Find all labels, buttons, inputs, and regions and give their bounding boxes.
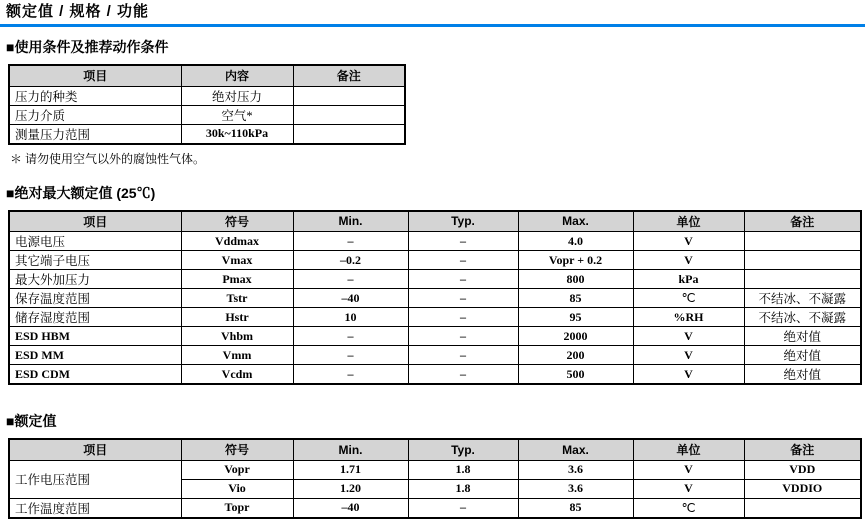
table-cell: 3.6 [518, 460, 633, 479]
table-header-row [9, 65, 405, 86]
column-header: 备注 [744, 439, 861, 460]
table-row [9, 346, 861, 365]
table-cell: 500 [518, 365, 633, 385]
column-header: Min. [293, 211, 408, 232]
table-cell: – [408, 346, 518, 365]
table-cell: V [633, 365, 744, 385]
table-cell: 压力的种类 [9, 86, 181, 105]
table-cell: – [293, 365, 408, 385]
table-cell: 3.6 [518, 479, 633, 498]
table-cell: 4.0 [518, 232, 633, 251]
table-cell [744, 270, 861, 289]
table-cell: 绝对值 [744, 346, 861, 365]
table-row [9, 460, 861, 479]
table-cell: VDDIO [744, 479, 861, 498]
table-cell: – [408, 289, 518, 308]
column-header: Max. [518, 211, 633, 232]
table-cell: 85 [518, 498, 633, 518]
column-header: Max. [518, 439, 633, 460]
table-cell: 绝对值 [744, 365, 861, 385]
table-cell: 10 [293, 308, 408, 327]
table-row [9, 251, 861, 270]
column-header: 备注 [293, 65, 405, 86]
table-cell: 800 [518, 270, 633, 289]
column-header: 项目 [9, 65, 181, 86]
table-cell: 绝对压力 [181, 86, 293, 105]
table-cell: –40 [293, 498, 408, 518]
table-cell: – [408, 498, 518, 518]
table-cell: 1.8 [408, 460, 518, 479]
table-cell: 不结冰、不凝露 [744, 289, 861, 308]
table-cell [744, 498, 861, 518]
table-cell: Pmax [181, 270, 293, 289]
table-row [9, 232, 861, 251]
table-cell: VDD [744, 460, 861, 479]
table-cell: Vopr [181, 460, 293, 479]
table-cell: V [633, 251, 744, 270]
section-heading-absolute-maximum-ratings: ■绝对最大额定值 (25℃) [6, 184, 156, 201]
table-cell [293, 124, 405, 144]
table-cell: 其它端子电压 [9, 251, 181, 270]
table-cell: ESD HBM [9, 327, 181, 346]
table-cell: 压力介质 [9, 105, 181, 124]
table-row [9, 327, 861, 346]
page-title: 额定值 / 规格 / 功能 [6, 3, 150, 20]
table-row [9, 105, 405, 124]
table-cell: 电源电压 [9, 232, 181, 251]
table-row [9, 270, 861, 289]
table-cell: V [633, 232, 744, 251]
table-cell: ℃ [633, 498, 744, 518]
table-row [9, 124, 405, 144]
table-row [9, 289, 861, 308]
table-cell: 工作电压范围 [9, 460, 181, 498]
usage-conditions-footnote: ＊ 请勿使用空气以外的腐蚀性气体。 [10, 151, 206, 166]
section-heading-ratings: ■额定值 [6, 413, 57, 429]
table-cell: 2000 [518, 327, 633, 346]
section-usage-conditions [0, 39, 865, 167]
column-header: 项目 [9, 211, 181, 232]
title-accent-rule [0, 24, 865, 27]
column-header: Typ. [408, 211, 518, 232]
table-cell: 最大外加压力 [9, 270, 181, 289]
table-cell: kPa [633, 270, 744, 289]
table-row [9, 308, 861, 327]
table-cell: – [408, 327, 518, 346]
table-cell: ℃ [633, 289, 744, 308]
table-cell: Hstr [181, 308, 293, 327]
table-row [9, 365, 861, 385]
table-cell: – [408, 270, 518, 289]
table-cell: ESD MM [9, 346, 181, 365]
column-header: 符号 [181, 211, 293, 232]
table-cell: Vio [181, 479, 293, 498]
table-header-row [9, 439, 861, 460]
table-cell: – [408, 365, 518, 385]
table-cell: 85 [518, 289, 633, 308]
table-cell: 不结冰、不凝露 [744, 308, 861, 327]
table-cell: 保存温度范围 [9, 289, 181, 308]
table-cell: –0.2 [293, 251, 408, 270]
column-header: Typ. [408, 439, 518, 460]
table-cell: V [633, 460, 744, 479]
table-cell: –40 [293, 289, 408, 308]
table-cell: %RH [633, 308, 744, 327]
table-cell: 200 [518, 346, 633, 365]
table-cell: 空气* [181, 105, 293, 124]
table-cell [744, 232, 861, 251]
column-header: 单位 [633, 439, 744, 460]
section-ratings [0, 413, 865, 519]
table-row [9, 498, 861, 518]
section-absolute-maximum-ratings [0, 185, 865, 386]
table-cell [293, 105, 405, 124]
table-cell: – [293, 327, 408, 346]
table-cell: – [293, 270, 408, 289]
table-cell: Vcdm [181, 365, 293, 385]
table-cell: – [408, 308, 518, 327]
column-header: 单位 [633, 211, 744, 232]
table-cell: 95 [518, 308, 633, 327]
table-cell [293, 86, 405, 105]
table-cell: Vmm [181, 346, 293, 365]
table-cell: 测量压力范围 [9, 124, 181, 144]
column-header: 符号 [181, 439, 293, 460]
table-cell: ESD CDM [9, 365, 181, 385]
table-cell: 绝对值 [744, 327, 861, 346]
table-cell: Tstr [181, 289, 293, 308]
table-cell: – [408, 232, 518, 251]
table-cell: 储存湿度范围 [9, 308, 181, 327]
table-row [9, 86, 405, 105]
usage-conditions-table [8, 64, 406, 145]
table-cell: – [293, 232, 408, 251]
table-cell: Vddmax [181, 232, 293, 251]
table-cell: V [633, 346, 744, 365]
table-cell: – [293, 346, 408, 365]
table-header-row [9, 211, 861, 232]
absolute-maximum-ratings-table [8, 210, 862, 386]
section-heading-usage-conditions: ■使用条件及推荐动作条件 [6, 39, 169, 55]
column-header: Min. [293, 439, 408, 460]
column-header: 项目 [9, 439, 181, 460]
column-header: 内容 [181, 65, 293, 86]
table-cell: – [408, 251, 518, 270]
table-cell: Topr [181, 498, 293, 518]
table-cell: Vopr + 0.2 [518, 251, 633, 270]
table-cell: Vmax [181, 251, 293, 270]
column-header: 备注 [744, 211, 861, 232]
table-cell [744, 251, 861, 270]
table-cell: 1.71 [293, 460, 408, 479]
table-cell: 1.20 [293, 479, 408, 498]
ratings-table [8, 438, 862, 519]
table-cell: 工作温度范围 [9, 498, 181, 518]
table-cell: 30k~110kPa [181, 124, 293, 144]
table-cell: V [633, 327, 744, 346]
table-cell: 1.8 [408, 479, 518, 498]
table-cell: Vhbm [181, 327, 293, 346]
table-cell: V [633, 479, 744, 498]
